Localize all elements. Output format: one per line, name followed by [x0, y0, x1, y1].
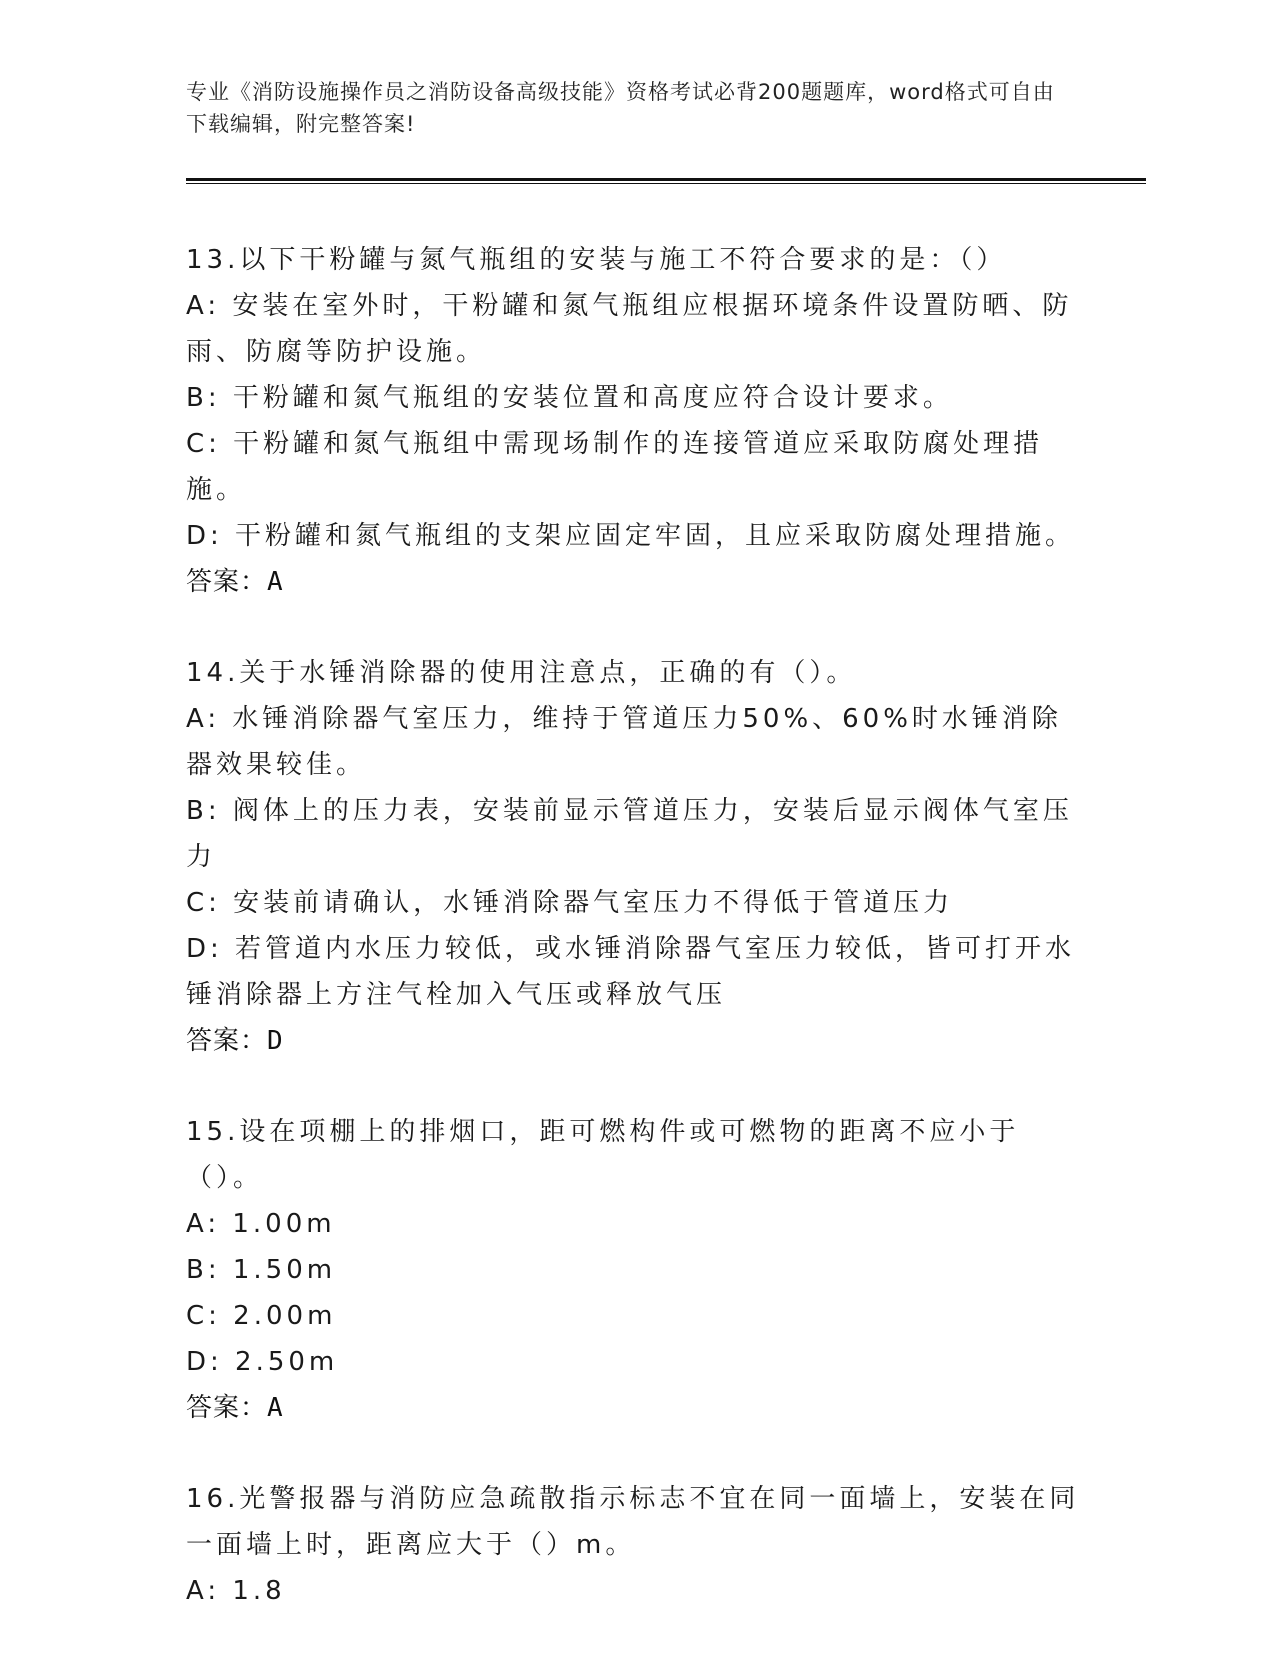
question-14 — [186, 650, 1086, 1064]
question-15 — [186, 1109, 1086, 1431]
option-a: A: 1.8 — [186, 1576, 286, 1606]
question-13 — [186, 237, 1086, 605]
option-a: A: 水锤消除器气室压力，维持于管道压力50%、60%时水锤消除器效果较佳。 — [186, 704, 1062, 780]
question-stem: 15.设在项棚上的排烟口，距可燃构件或可燃物的距离不应小于（）。 — [186, 1117, 1020, 1193]
header-divider-thin — [186, 183, 1146, 184]
header-divider-thick — [186, 178, 1146, 181]
option-d: D: 干粉罐和氮气瓶组的支架应固定牢固，且应采取防腐处理措施。 — [186, 521, 1076, 551]
option-c: C: 安装前请确认，水锤消除器气室压力不得低于管道压力 — [186, 888, 954, 918]
question-stem: 13.以下干粉罐与氮气瓶组的安装与施工不符合要求的是：（） — [186, 245, 1007, 275]
question-stem: 16.光警报器与消防应急疏散指示标志不宜在同一面墙上，安装在同一面墙上时，距离应大于（）m。 — [186, 1484, 1080, 1560]
answer-label: 答案：A — [186, 567, 284, 597]
option-c: C: 干粉罐和氮气瓶组中需现场制作的连接管道应采取防腐处理措施。 — [186, 429, 1044, 505]
question-16 — [186, 1476, 1086, 1614]
option-b: B: 阀体上的压力表，安装前显示管道压力，安装后显示阀体气室压力 — [186, 796, 1073, 872]
question-stem: 14.关于水锤消除器的使用注意点，正确的有（）。 — [186, 658, 857, 688]
option-d: D: 若管道内水压力较低，或水锤消除器气室压力较低，皆可打开水锤消除器上方注气栓加入气压或释放气压 — [186, 934, 1076, 1010]
document-header: 专业《消防设施操作员之消防设备高级技能》资格考试必背200题题库，word格式可自由下载编辑，附完整答案! — [186, 80, 1055, 136]
answer-label: 答案：D — [186, 1026, 284, 1056]
option-a: A: 安装在室外时，干粉罐和氮气瓶组应根据环境条件设置防晒、防雨、防腐等防护设施。 — [186, 291, 1073, 367]
option-a: A: 1.00m — [186, 1209, 336, 1239]
option-b: B: 干粉罐和氮气瓶组的安装位置和高度应符合设计要求。 — [186, 383, 953, 413]
option-c: C: 2.00m — [186, 1301, 337, 1331]
question-list — [186, 237, 1086, 1659]
option-d: D: 2.50m — [186, 1347, 339, 1377]
answer-label: 答案：A — [186, 1393, 284, 1423]
option-b: B: 1.50m — [186, 1255, 337, 1285]
